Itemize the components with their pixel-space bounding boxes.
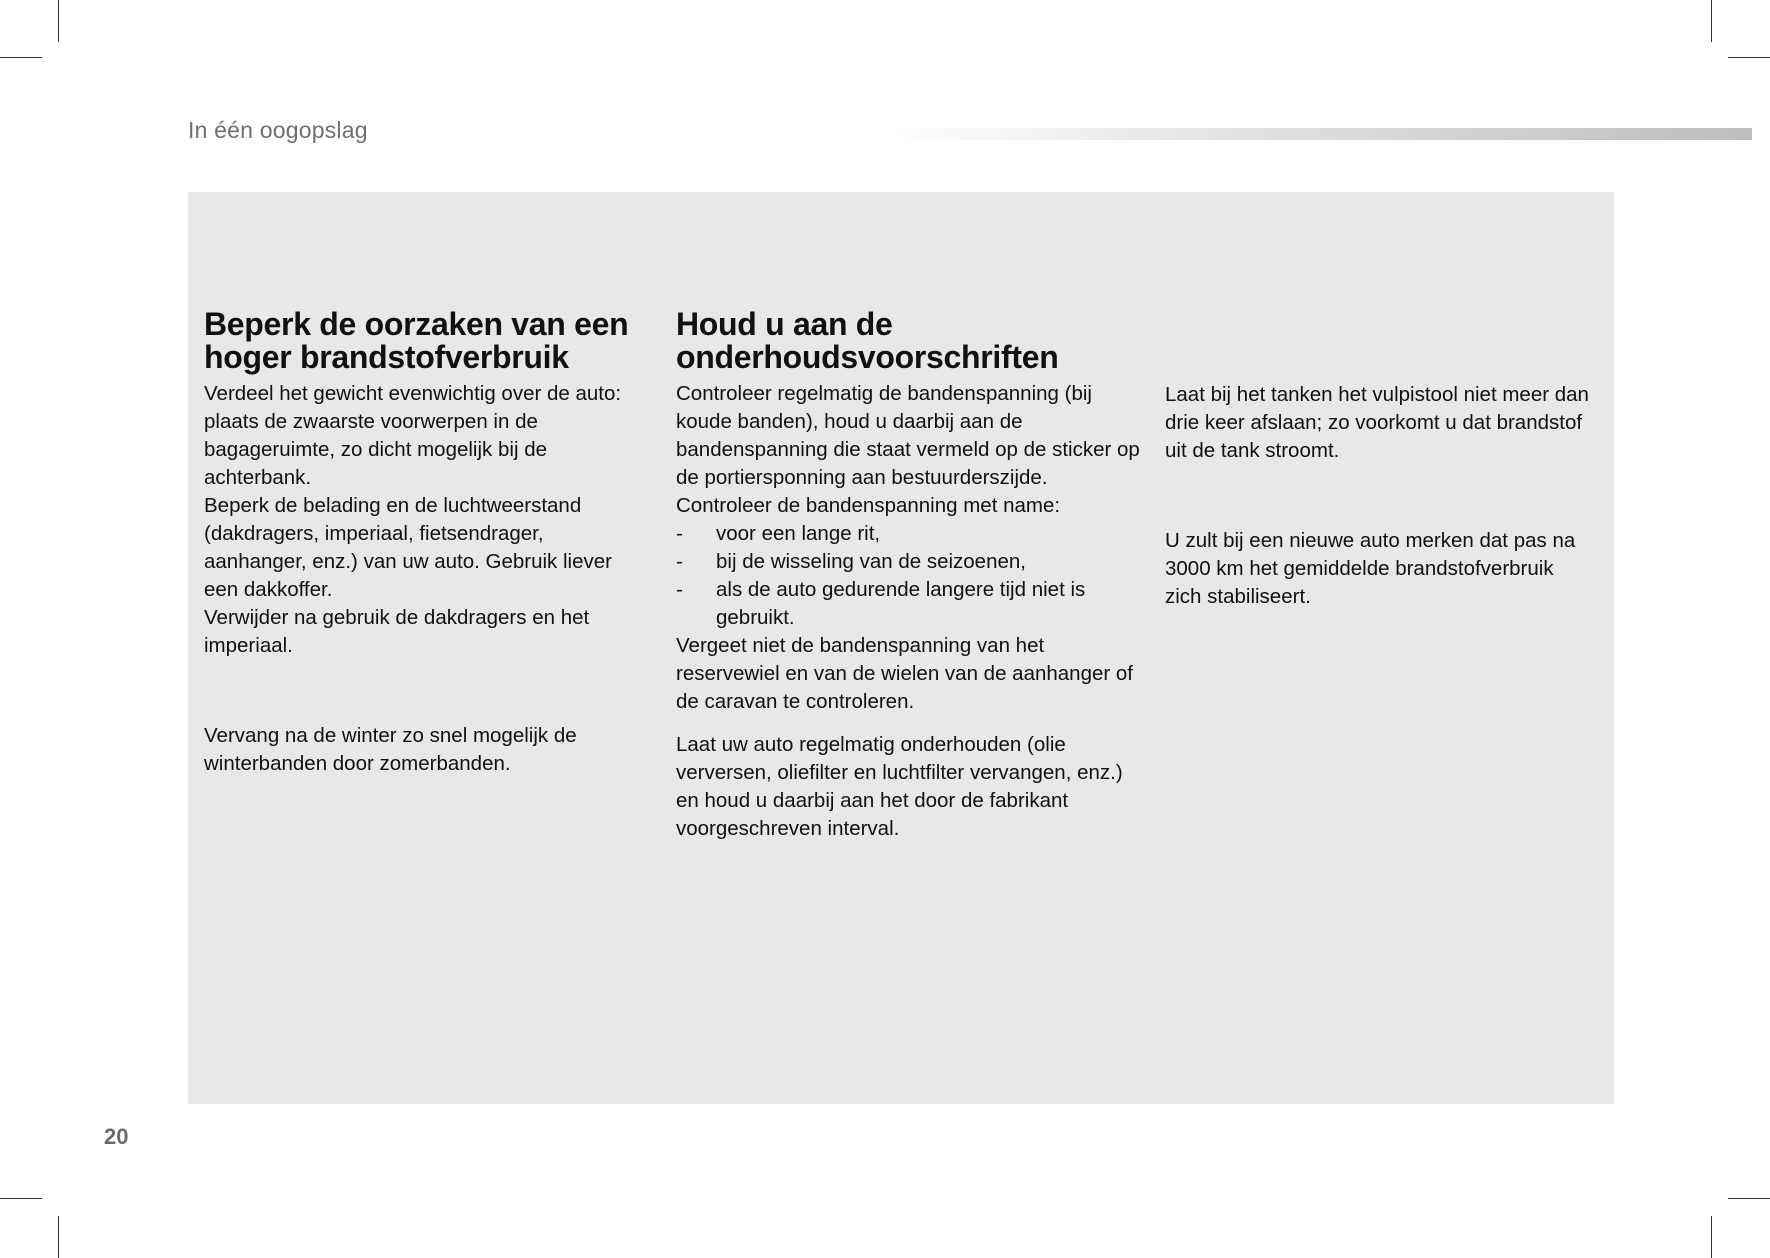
heading-maintenance [676,308,1146,374]
section-title: In één oogopslag [188,117,368,143]
paragraph-winter-tyres: Vervang na de winter zo snel mogelijk de winterbanden door zomerbanden. [204,724,577,775]
list-item: - als de auto gedurende langere tijd niet is gebruikt. [676,576,1146,632]
column-fuel-consumption [204,308,649,778]
crop-mark [58,0,59,42]
paragraph-fuel-nozzle: Laat bij het tanken het vulpistool niet meer dan drie keer afslaan; zo voorkomt u dat brandstof uit de tank stroomt. [1165,383,1589,462]
column-fuelling [1165,381,1595,611]
list-item: - bij de wisseling van de seizoenen, [676,548,1146,576]
list-intro: Controleer de bandenspanning met name: [676,494,1061,517]
list-item: - voor een lange rit, [676,520,1146,548]
paragraph-load: Beperk de belading en de luchtweerstand (dakdragers, imperiaal, fietsendrager, aanhanger, enz.) van uw auto. Gebruik liever een dakkoffer. [204,494,612,601]
crop-mark [58,1216,59,1258]
paragraph-roof-racks: Verwijder na gebruik de dakdragers en het imperiaal. [204,606,590,657]
paragraph-weight: Verdeel het gewicht evenwichtig over de auto: plaats de zwaarste voorwerpen in de bagageruimte, zo dicht mogelijk bij de achterbank. [204,382,622,489]
page-number: 20 [104,1124,129,1149]
section-gradient-bar [890,128,1752,140]
paragraph-tyre-pressure: Controleer regelmatig de bandenspanning (bij koude banden), houd u daarbij aan de bandenspanning die staat vermeld op de sticker op de portiersponning aan bestuurderszijde. [676,382,1140,489]
crop-mark [1728,1198,1770,1199]
paragraph-spare-wheel: Vergeet niet de bandenspanning van het reservewiel en van de wielen van de aanhanger of de caravan te controleren. [676,634,1133,713]
crop-mark [1711,0,1712,42]
crop-mark [1711,1216,1712,1258]
crop-mark [1728,57,1770,58]
check-list [676,520,1146,632]
heading-fuel-consumption [204,308,649,374]
heading-line: Houd u aan de [676,306,893,342]
paragraph-service-interval: Laat uw auto regelmatig onderhouden (olie verversen, oliefilter en luchtfilter vervangen, enz.) en houd u daarbij aan het door de fabrikant voorgeschreven interval. [676,733,1123,840]
heading-line: onderhoudsvoorschriften [676,339,1059,375]
paragraph-new-car: U zult bij een nieuwe auto merken dat pas na 3000 km het gemiddelde brandstofverbruik zich stabiliseert. [1165,529,1576,608]
column-maintenance [676,308,1146,843]
crop-mark [0,1198,42,1199]
heading-line: hoger brandstofverbruik [204,339,569,375]
crop-mark [0,57,42,58]
heading-line: Beperk de oorzaken van een [204,306,629,342]
